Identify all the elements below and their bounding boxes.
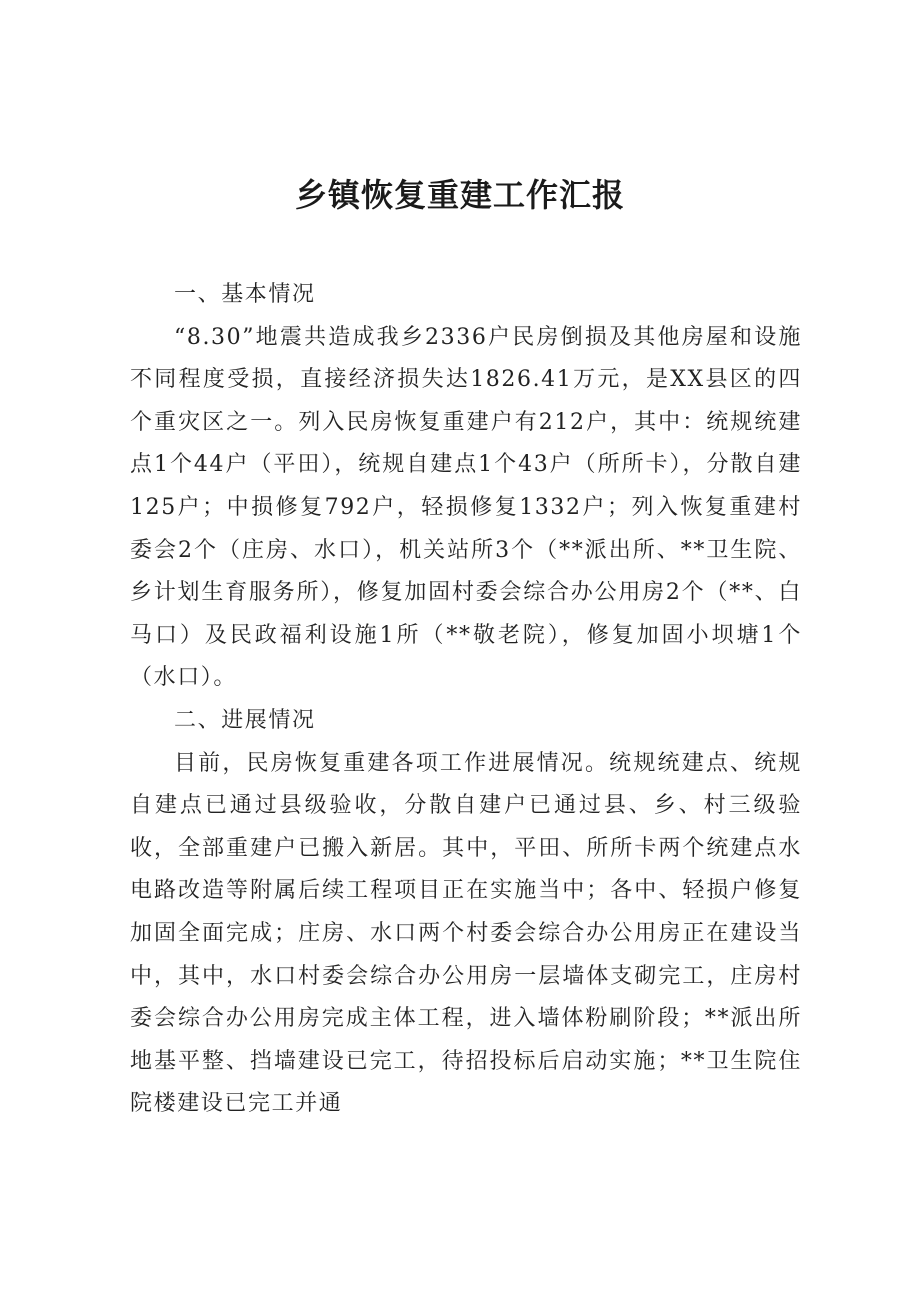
document-title: 乡镇恢复重建工作汇报 xyxy=(294,176,625,214)
document-body xyxy=(130,274,802,1126)
section-heading-progress: 二、进展情况 xyxy=(174,707,316,733)
section-paragraph-progress: 目前，民房恢复重建各项工作进展情况。统规统建点、统规自建点已通过县级验收，分散自建户已通过县、乡、村三级验收，全部重建户已搬入新居。其中，平田、所所卡两个统建点水电路改造等附属后续工程项目正在实施当中；各中、轻损户修复加固全面完成；庄房、水口两个村委会综合办公用房正在建设当中，其中，水口村委会综合办公用房一层墙体支砌完工，庄房村委会综合办公用房完成主体工程，进入墙体粉刷阶段；**派出所地基平整、挡墙建设已完工，待招投标后启动实施；**卫生院住院楼建设已完工并通 xyxy=(130,750,802,1117)
section-heading-basic-situation: 一、基本情况 xyxy=(174,282,316,307)
section-paragraph-basic-situation: “8.30”地震共造成我乡2336户民房倒损及其他房屋和设施不同程度受损，直接经济损失达1826.41万元，是XX县区的四个重灾区之一。列入民房恢复重建户有212户，其中：统规统建点1个44户（平田），统规自建点1个43户（所所卡），分散自建125户；中损修复792户，轻损修复1332户；列入恢复重建村委会2个（庄房、水口），机关站所3个（**派出所、**卫生院、乡计划生育服务所），修复加固村委会综合办公用房2个（**、白马口）及民政福利设施1所（**敬老院），修复加固小坝塘1个（水口）。 xyxy=(130,324,802,691)
